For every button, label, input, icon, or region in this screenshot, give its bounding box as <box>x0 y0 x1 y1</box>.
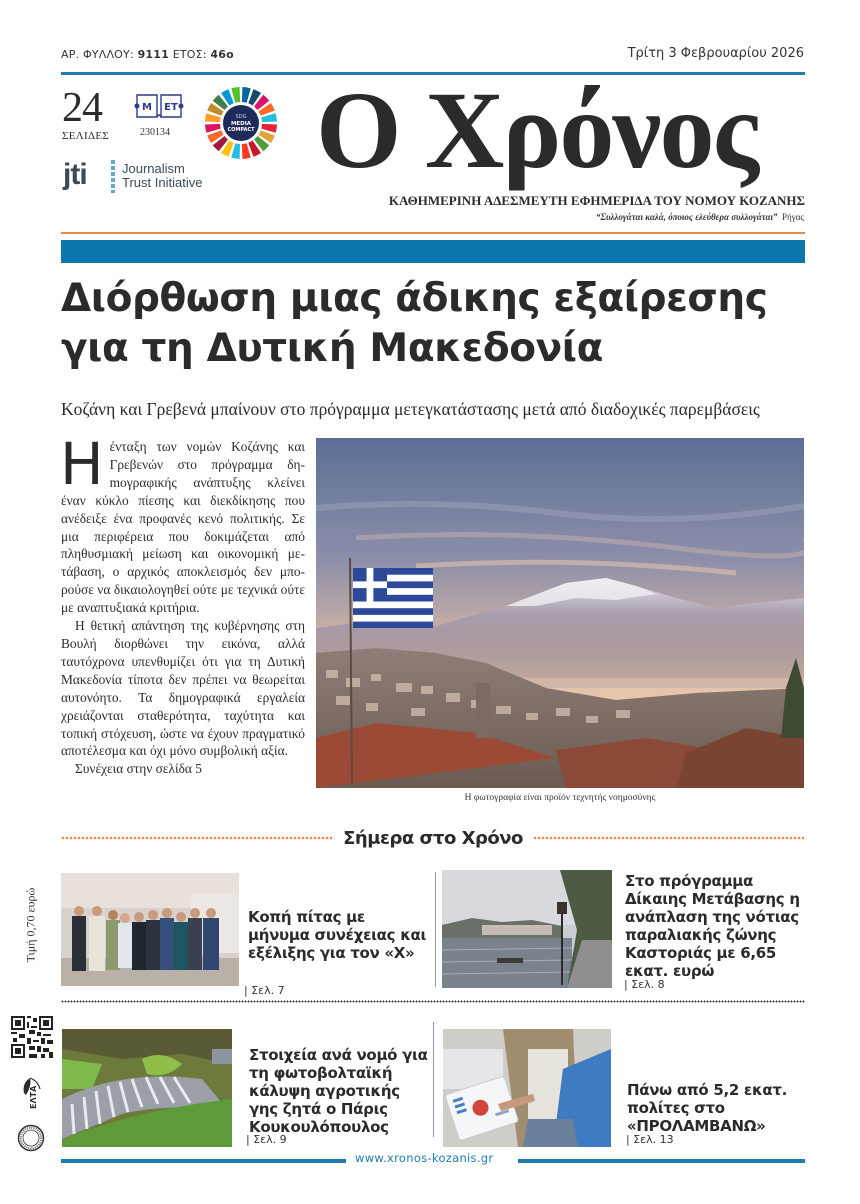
sdg-media-compact-logo-icon <box>204 86 278 160</box>
met-logo-m: M <box>142 102 152 113</box>
orange-rule <box>61 232 805 234</box>
jti-logo <box>63 158 203 191</box>
section-dots-right <box>533 836 805 840</box>
pages-count: 24 <box>62 85 102 131</box>
teaser-4-page[interactable]: | Σελ. 13 <box>626 1133 674 1146</box>
issue-label: ΑΡ. ΦΥΛΛΟΥ: <box>61 48 134 61</box>
jti-line-1: Journalism <box>122 161 185 176</box>
teaser-1-image <box>61 873 239 986</box>
sdg-text-1: SDG <box>235 114 247 120</box>
issue-date: Τρίτη 3 Φεβρουαρίου 2026 <box>627 46 804 61</box>
lead-headline-line-1: Διόρθωση μιας άδικης εξαίρεσης <box>61 276 768 321</box>
elta-logo-icon <box>18 1075 44 1113</box>
section-dots-left <box>61 836 333 840</box>
teaser-1-title[interactable]: Κοπή πίτας με μήνυμα συνέχειας και εξέλιξης για τον «Χ» <box>248 908 427 962</box>
lead-paragraph-1 <box>60 430 305 617</box>
section-header <box>61 826 805 850</box>
lead-photo <box>316 438 804 788</box>
jti-text <box>122 162 202 190</box>
lead-headline[interactable] <box>61 274 821 374</box>
masthead-title: Ο Χρόνος <box>316 69 757 191</box>
teaser-1-photo[interactable] <box>61 873 239 986</box>
motto-author: Ρήγας <box>782 212 804 222</box>
lead-article-body <box>60 430 305 778</box>
masthead-motto <box>596 212 804 222</box>
lead-headline-line-2: για τη Δυτική Μακεδονία <box>61 326 603 371</box>
jti-line-2: Trust Initiative <box>122 175 203 190</box>
issue-number: 9111 <box>137 48 169 61</box>
teaser-2-photo[interactable] <box>442 870 612 988</box>
continued-link[interactable]: Συνέχεια στην σελίδα 5 <box>75 761 202 777</box>
jti-divider-icon <box>111 160 115 193</box>
teaser-4-title[interactable]: Πάνω από 5,2 εκατ. πολίτες στο «ΠΡΟΛΑΜΒΑΝΩ» <box>627 1081 788 1135</box>
teaser-2-image <box>442 870 612 988</box>
lead-paragraph-2: Η θετική απάντηση της κυβέρνησης στη Βουλή διορθώνει την εικόνα, αλλά ταυτόχρονα υπενθυμίζει ότι για τη Δυτική Μακεδονία τίποτα δεν πρέπει να θεωρείται αυτονόητο. Τα δημογραφικά εργαλεία χρειάζονται σταθερότητα, ταχύτητα και τοπική στόχευση, ώστε να έχουν πραγματικό αποτέλεσμα και όχι μόνο συμβολική αξία. <box>61 618 305 759</box>
price-text: Τιμή 0,70 ευρώ <box>23 887 38 963</box>
issue-info <box>61 48 234 61</box>
publishers-seal-icon <box>17 1124 45 1152</box>
met-number: 230134 <box>140 127 170 138</box>
price-label <box>20 870 42 980</box>
teaser-row-divider <box>61 1000 805 1003</box>
qr-code-icon[interactable] <box>11 1016 53 1058</box>
photo-caption: Η φωτογραφία είναι προϊόν τεχνητής νοημοσύνης <box>464 793 656 803</box>
sdg-text-2: MEDIA <box>230 121 252 127</box>
year-label: ΕΤΟΣ: <box>172 48 207 61</box>
sdg-text-3: COMPACT <box>227 127 255 133</box>
teaser-1-page[interactable]: | Σελ. 7 <box>244 984 285 997</box>
pages-label: ΣΕΛΙΔΕΣ <box>62 130 110 142</box>
footer-line-right <box>518 1159 805 1163</box>
teaser-2-title[interactable]: Στο πρόγραμμα Δίκαιης Μετάβασης η ανάπλαση της νότιας παραλιακής ζώνης Καστοριάς με 6,65 εκατ. ευρώ <box>625 872 800 980</box>
jti-mark: jti <box>63 158 87 191</box>
blue-band <box>61 240 805 263</box>
teaser-3-image <box>62 1029 232 1147</box>
motto-quote: “Συλλογάται καλά, όποιος ελεύθερα συλλογάται” <box>595 212 778 222</box>
section-title: Σήμερα στο Χρόνο <box>343 827 523 849</box>
drop-cap: Η <box>60 430 104 498</box>
teaser-3-page[interactable]: | Σελ. 9 <box>246 1133 287 1146</box>
lead-subheadline: Κοζάνη και Γρεβενά μπαίνουν στο πρόγραμμα μετεγκατάστασης μετά από διαδοχικές παρεμβάσεις <box>61 399 760 419</box>
teaser-4-image <box>443 1029 611 1147</box>
teaser-divider-1 <box>435 872 436 987</box>
met-logo-icon <box>133 93 185 119</box>
lead-paragraph-1-text: ένταξη των νομών Κοζάνης και Γρεβενών στο πρόγραμμα δηmογραφικής ανάπτυξης κλείνει έναν κύκλο πίεσης και διεκδίκησης που ανέδειξε ένα προφανές κενό πολιτικής. Σε μια περιφέρεια που δοκιμάζεται από πληθυσμιακή μείωση και οικονομική μετάβαση, ο αρχικός αποκλεισμός δεν μπορούσε να δικαιολογηθεί ούτε με τεχνικά ούτε με αναπτυξιακά κριτήρια. <box>61 439 305 616</box>
teaser-3-title[interactable]: Στοιχεία ανά νομό για τη φωτοβολταϊκή κάλυψη αγροτικής γης ζητά ο Πάρις Κουκουλόπουλος <box>249 1046 428 1136</box>
elta-text: ΕΛΤΑ <box>29 1085 38 1109</box>
year-value: 46ο <box>210 48 234 61</box>
lead-photo-image <box>316 438 804 788</box>
footer-line-left <box>61 1159 346 1163</box>
met-logo-et: ET <box>164 102 178 113</box>
teaser-divider-2 <box>433 1022 434 1137</box>
teaser-4-photo[interactable] <box>443 1029 611 1147</box>
footer-url-link[interactable]: www.xronos-kozanis.gr <box>355 1151 494 1165</box>
teaser-2-page[interactable]: | Σελ. 8 <box>624 978 665 991</box>
teaser-3-photo[interactable] <box>62 1029 232 1147</box>
masthead-tagline: ΚΑΘΗΜΕΡΙΝΗ ΑΔΕΣΜΕΥΤΗ ΕΦΗΜΕΡΙΔΑ ΤΟΥ ΝΟΜΟΥ ΚΟΖΑΝΗΣ <box>388 193 805 208</box>
